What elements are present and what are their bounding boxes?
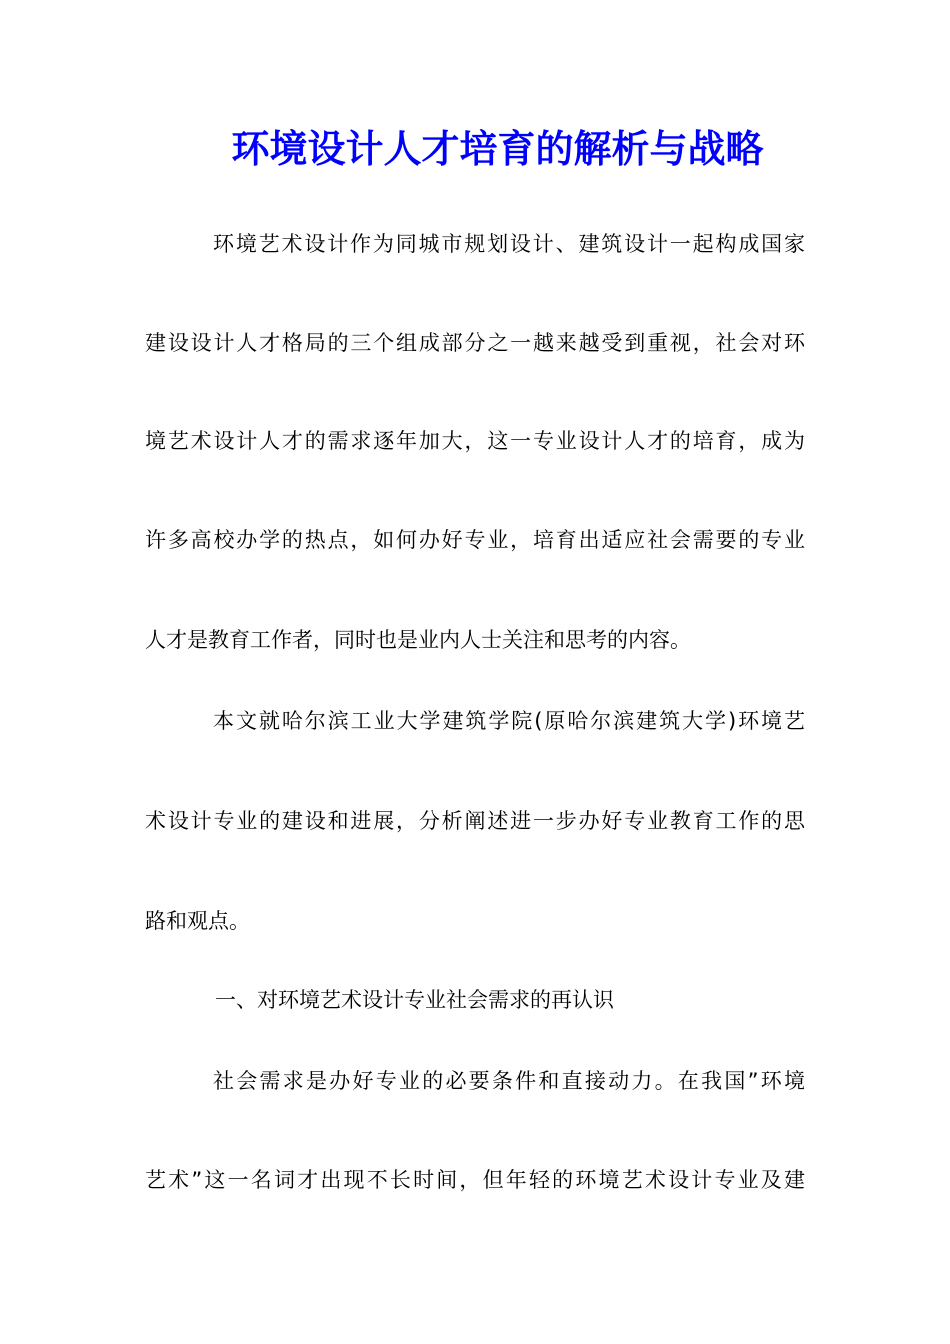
paragraph-line: 术设计专业的建设和进展，分析阐述进一步办好专业教育工作的思 bbox=[145, 809, 805, 833]
paragraph-line: 路和观点。 bbox=[145, 909, 250, 933]
paragraph-line: 社会需求是办好专业的必要条件和直接动力。在我国”环境 bbox=[213, 1069, 805, 1093]
paragraph-line: 许多高校办学的热点，如何办好专业，培育出适应社会需要的专业 bbox=[145, 528, 805, 552]
paragraph-line: 本文就哈尔滨工业大学建筑学院(原哈尔滨建筑大学)环境艺 bbox=[213, 709, 805, 733]
paragraph-line: 环境艺术设计作为同城市规划设计、建筑设计一起构成国家 bbox=[213, 232, 805, 256]
paragraph-line: 建设设计人才格局的三个组成部分之一越来越受到重视，社会对环 bbox=[145, 331, 805, 355]
paragraph-line: 人才是教育工作者，同时也是业内人士关注和思考的内容。 bbox=[145, 628, 691, 652]
document-title: 环境设计人才培育的解析与战略 bbox=[231, 126, 764, 171]
section-heading: 一、对环境艺术设计专业社会需求的再认识 bbox=[215, 988, 614, 1012]
paragraph-line: 境艺术设计人才的需求逐年加大，这一专业设计人才的培育，成为 bbox=[145, 429, 805, 453]
paragraph-line: 艺术”这一名词才出现不长时间，但年轻的环境艺术设计专业及建 bbox=[145, 1168, 805, 1192]
